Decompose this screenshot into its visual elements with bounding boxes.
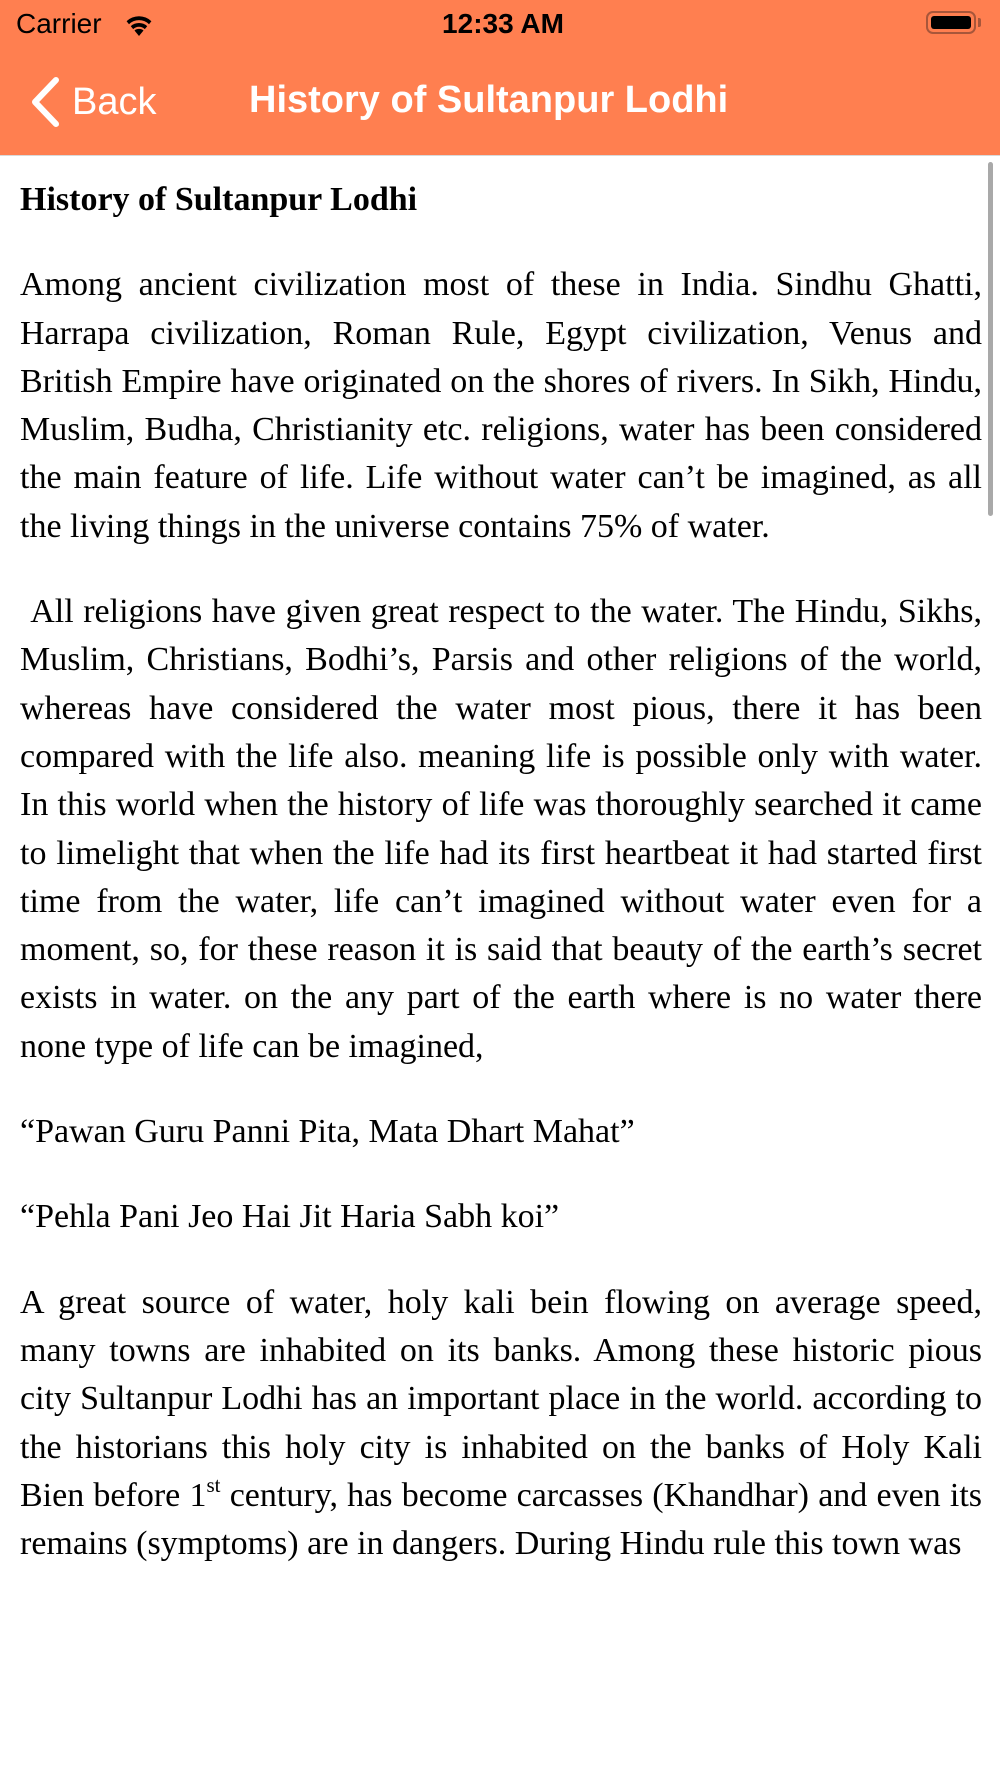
back-label: Back — [72, 80, 157, 123]
quote: “Pawan Guru Panni Pita, Mata Dhart Mahat” — [20, 1113, 635, 1151]
status-bar — [0, 0, 1000, 50]
paragraph — [20, 1279, 982, 1569]
vertical-scrollbar[interactable] — [988, 162, 993, 516]
status-time: 12:33 AM — [442, 8, 564, 39]
document-title: History of Sultanpur Lodhi — [20, 181, 418, 218]
navigation-bar — [0, 50, 1000, 155]
battery-fill — [931, 16, 971, 29]
carrier-label: Carrier — [16, 8, 102, 39]
paragraph: All religions have given great respect to the water. The Hindu, Sikhs, Muslim, Christians, Bodhi’s, Parsis and other religions of the world, whereas have considered the water most pious, there it has been compared with the life also. meaning life is possible only with water. In this world when the history of life was thoroughly searched it came to limelight that when the life had its first heartbeat it had started first time from the water, life can’t imagined without water even for a moment, so, for these reason it is said that beauty of the earth’s secret exists in water. on the any part of the earth where is no water there none type of life can be imagined, — [20, 593, 982, 1065]
document-body — [20, 155, 982, 1568]
chevron-left-icon — [28, 76, 62, 128]
paragraph-text: century, has become carcasses (Khandhar) and even its remains (symptoms) are in dangers. During Hindu rule this town was — [20, 1476, 982, 1563]
ordinal-suffix: st — [206, 1473, 221, 1498]
quote: “Pehla Pani Jeo Hai Jit Haria Sabh koi” — [20, 1198, 560, 1236]
paragraph: Among ancient civilization most of these in India. Sindhu Ghatti, Harrapa civilization, Roman Rule, Egypt civilization, Venus and British Empire have originated on the shores of rivers. In Sikh, Hindu, Muslim, Budha, Christianity etc. religions, water has been considered the main feature of life. Life without water can’t be imagined, as all the living things in the universe contains 75% of water. — [20, 266, 982, 545]
top-bar — [0, 0, 1000, 156]
battery-icon — [926, 11, 976, 34]
battery-tip — [978, 18, 981, 27]
paragraph-text: A great source of water, holy kali bein flowing on average speed, many towns are inhabited on its banks. Among these historic pious city Sultanpur Lodhi has an important place in the world. according to the historians this holy city is inhabited on the banks of Holy Kali Bien before 1 — [20, 1283, 982, 1514]
nav-title: History of Sultanpur Lodhi — [249, 79, 729, 121]
back-button[interactable] — [28, 76, 156, 128]
